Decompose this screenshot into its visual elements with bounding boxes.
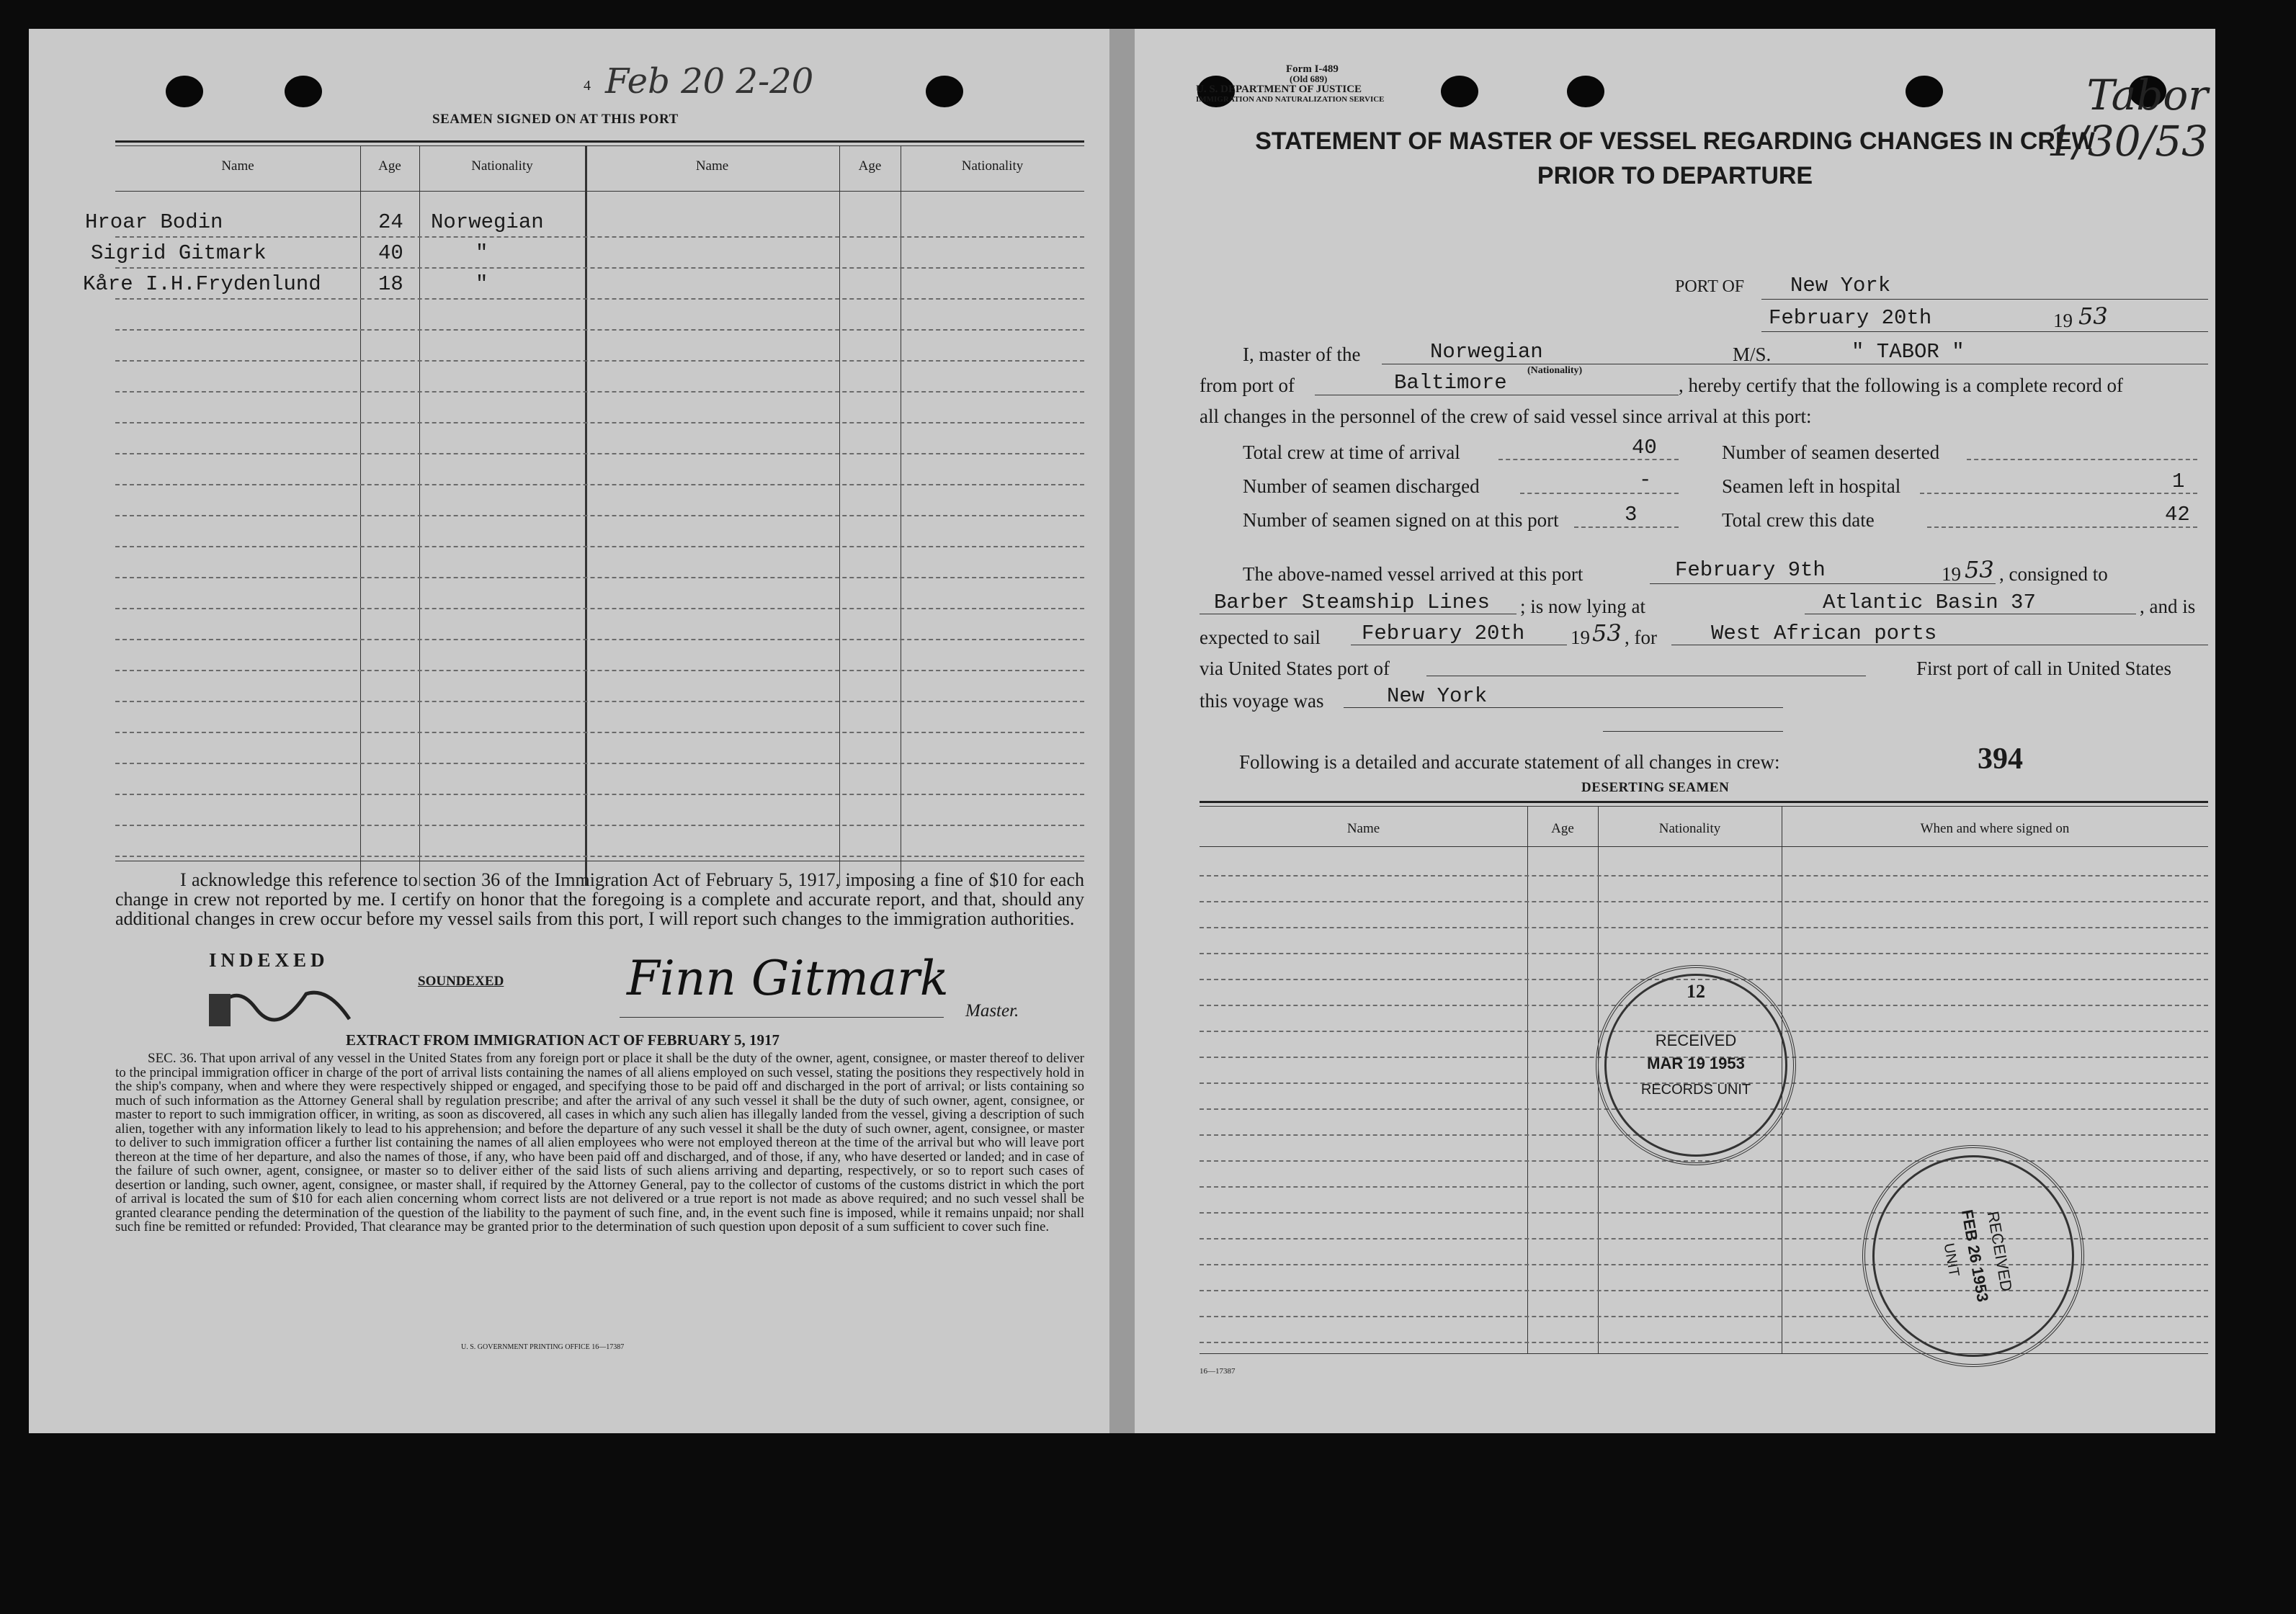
section-title: SEAMEN SIGNED ON AT THIS PORT xyxy=(432,112,679,127)
row-rule xyxy=(115,453,1084,454)
first-port-value: New York xyxy=(1387,684,1488,708)
seaman-name: Kåre I.H.Frydenlund xyxy=(83,272,321,296)
row-rule xyxy=(115,577,1084,578)
right-page xyxy=(1135,29,2215,1433)
stat-value: - xyxy=(1639,468,1652,492)
row-rule xyxy=(1200,927,2208,928)
row-rule xyxy=(1200,901,2208,902)
handwritten-corner-note: Tabor 1/30/53 xyxy=(2047,71,2208,166)
page-gutter xyxy=(1109,29,1135,1433)
indexed-stamp: INDEXED xyxy=(209,949,329,971)
acknowledgement-text: I acknowledge this reference to section 36 of the Immigration Act of February 5, 1917, imposing a fine of $10 for each change in crew not reported by me. I certify on honor that the foregoing is a complete and accurate report, and that, should any additional changes in crew occur before my vessel sails from this port, I will report such changes to the immigration authorities. xyxy=(115,869,1084,929)
signature-line xyxy=(620,1017,944,1018)
row-rule xyxy=(115,422,1084,423)
arrived-year: 53 xyxy=(1965,556,1994,583)
row-rule xyxy=(115,670,1084,671)
stat-label: Number of seamen deserted xyxy=(1722,441,1940,463)
col-nationality-2: Nationality xyxy=(961,158,1024,174)
column-divider xyxy=(1527,806,1528,1353)
consignee: Barber Steamship Lines xyxy=(1214,591,1490,614)
dot-leader xyxy=(1967,459,2197,460)
col-age-2: Age xyxy=(858,158,882,174)
col-age: Age xyxy=(378,158,401,174)
row-rule xyxy=(115,267,1084,269)
destination: West African ports xyxy=(1711,622,1937,645)
col-nationality: Nationality xyxy=(471,158,533,174)
dot-leader xyxy=(1574,526,1679,528)
punch-hole xyxy=(1906,76,1943,107)
ship-prefix: M/S. xyxy=(1733,344,1772,365)
stat-label: Seamen left in hospital xyxy=(1722,475,1901,497)
expected-label: expected to sail xyxy=(1200,627,1321,648)
punch-hole xyxy=(1567,76,1604,107)
row-rule xyxy=(115,546,1084,547)
section-36-text: SEC. 36. That upon arrival of any vessel in the United States from any foreign port or place it shall be the duty of the owner, agent, consignee, or master thereof to deliver to the principal immigration officer in charge of the port of arrival lists containing the names of all aliens employed on such vessel, stating the positions they respectively hold in the ship's company, when and where they were respectively shipped or engaged, and specifying those to be paid off and discharged in the port of arrival; or lists containing so much of such information as the Attorney General shall by regulation prescribe; and after the arrival of any such vessel it shall be the duty of such owner, agent, consignee, or master to report to such immigration officer, in writing, as soon as discovered, all cases in which any such alien has illegally landed from the vessel, giving a description of such alien, together with any information likely to lead to his apprehension; and before the departure of any such vessel it shall be the duty of such owner, agent, consignee, or master to deliver to such immigration officer a further list containing the names of all alien employees who were not employed thereon at the time of the arrival but who will leave port thereon at the time of her departure, and also the names of those, if any, who have been paid off and discharged, and of those, if any, who have deserted or landed; and in case of the failure of such owner, agent, consignee, or master so to deliver either of the said lists of such aliens arriving and departing, respectively, or so to report such cases of desertion or landing, such owner, agent, consignee, or master shall, if required by the Attorney General, pay to the collector of customs of the customs district in which the port of arrival is located the sum of $10 for each alien concerning whom correct lists are not delivered or a true report is not made as above required; and no such vessel shall be granted clearance pending the determination of the question of the liability to the payment of such fine, and, in the event such fine is imposed, while it remains unpaid; nor shall such fine be remitted or refunded: Provided, That clearance may be granted prior to the determination of such question upon deposit of a sum sufficient to cover such fine. xyxy=(115,1051,1084,1234)
form-old: (Old 689) xyxy=(1290,73,1328,84)
stamp-received: RECEIVED xyxy=(1655,1031,1737,1049)
row-rule xyxy=(115,732,1084,733)
row-rule xyxy=(115,856,1084,857)
row-rule xyxy=(115,701,1084,702)
received-stamp-2 xyxy=(1845,1128,2102,1385)
page-number: 4 xyxy=(584,78,591,94)
stamp2-received: RECEIVED xyxy=(1983,1209,2016,1294)
col-nationality: Nationality xyxy=(1658,821,1721,836)
arrived-date: February 9th xyxy=(1675,558,1826,582)
dot-leader xyxy=(1520,493,1679,494)
extract-title: EXTRACT FROM IMMIGRATION ACT OF FEBRUARY 5, 1917 xyxy=(346,1031,780,1049)
first-port-label: First port of call in United States xyxy=(1916,658,2171,679)
table-top-rule xyxy=(115,145,1084,146)
col-name: Name xyxy=(1346,821,1380,836)
printing-office: U. S. GOVERNMENT PRINTING OFFICE 16—17387 xyxy=(461,1343,625,1351)
col-name-2: Name xyxy=(695,158,729,174)
table-top-rule xyxy=(1200,806,2208,807)
seaman-nationality: " xyxy=(475,241,488,265)
form-title: STATEMENT OF MASTER OF VESSEL REGARDING CHANGES IN CREW xyxy=(1255,127,2095,155)
sail-date: February 20th xyxy=(1362,622,1525,645)
stat-value: 3 xyxy=(1625,503,1638,526)
stat-label: Number of seamen signed on at this port xyxy=(1243,509,1559,531)
dot-leader xyxy=(1927,526,2197,528)
seaman-nationality: " xyxy=(475,272,488,296)
seaman-name: Sigrid Gitmark xyxy=(91,241,267,265)
stat-label: Total crew at time of arrival xyxy=(1243,441,1460,463)
stat-value: 40 xyxy=(1632,436,1657,459)
department: U. S. DEPARTMENT OF JUSTICE xyxy=(1196,84,1362,95)
rule xyxy=(1650,583,1996,584)
row-rule xyxy=(115,515,1084,516)
year-prefix: 19 xyxy=(2053,310,2073,331)
seaman-nationality: Norwegian xyxy=(431,210,544,234)
arrived-label: The above-named vessel arrived at this port xyxy=(1243,563,1583,585)
table-top-rule xyxy=(1200,801,2208,803)
col-when-where: When and where signed on xyxy=(1920,821,2070,836)
master-label: Master. xyxy=(965,1001,1019,1021)
stamp-number: 12 xyxy=(1687,981,1705,1002)
seaman-name: Hroar Bodin xyxy=(85,210,223,234)
rule xyxy=(1344,707,1783,708)
punch-hole xyxy=(926,76,963,107)
ship-name: " TABOR " xyxy=(1851,340,1965,364)
scribble-mark xyxy=(205,965,385,1030)
row-rule xyxy=(115,825,1084,826)
nationality-caption: (Nationality) xyxy=(1527,365,1583,376)
handwritten-mark: Feb 20 2-20 xyxy=(605,61,814,102)
lying-label: ; is now lying at xyxy=(1520,596,1645,617)
changes-text: all changes in the personnel of the crew of said vessel since arrival at this port: xyxy=(1200,405,1812,427)
lying-at: Atlantic Basin 37 xyxy=(1823,591,2036,614)
seaman-age: 24 xyxy=(378,210,403,234)
via-label: via United States port of xyxy=(1200,658,1390,679)
form-number: Form I-489 xyxy=(1286,63,1339,75)
certify-text: , hereby certify that the following is a complete record of xyxy=(1679,375,2124,396)
rule xyxy=(1603,731,1783,732)
year-value: 53 xyxy=(2078,302,2108,330)
voyage-label: this voyage was xyxy=(1200,690,1324,712)
stat-value: 42 xyxy=(2165,503,2190,526)
record-number: 394 xyxy=(1978,743,2023,776)
col-age: Age xyxy=(1551,821,1574,836)
punch-hole xyxy=(285,76,322,107)
consigned-label: , consigned to xyxy=(1999,563,2108,585)
seaman-age: 40 xyxy=(378,241,403,265)
nationality-value: Norwegian xyxy=(1430,340,1543,364)
row-rule xyxy=(115,794,1084,795)
stamp2-date: FEB 26 1953 xyxy=(1957,1208,1993,1304)
row-rule xyxy=(115,484,1084,485)
col-name: Name xyxy=(221,158,254,174)
stamp2-unit: UNIT xyxy=(1940,1242,1962,1278)
left-page xyxy=(29,29,1109,1433)
received-stamp xyxy=(1596,965,1796,1165)
row-rule xyxy=(115,639,1084,640)
punch-hole xyxy=(166,76,203,107)
form-title-2: PRIOR TO DEPARTURE xyxy=(1537,162,1813,189)
row-rule xyxy=(115,236,1084,238)
row-rule xyxy=(115,763,1084,764)
master-signature: Finn Gitmark xyxy=(627,951,949,1006)
seaman-age: 18 xyxy=(378,272,403,296)
punch-hole xyxy=(1441,76,1478,107)
date-value: February 20th xyxy=(1769,306,1932,330)
table-bottom-rule xyxy=(1200,1353,2208,1354)
form-footer: 16—17387 xyxy=(1200,1367,1236,1376)
row-rule xyxy=(1200,953,2208,954)
following-label: Following is a detailed and accurate statement of all changes in crew: xyxy=(1239,751,1780,773)
service: IMMIGRATION AND NATURALIZATION SERVICE xyxy=(1196,95,1385,104)
row-rule xyxy=(115,329,1084,331)
sail-year: 53 xyxy=(1592,619,1622,647)
stat-label: Total crew this date xyxy=(1722,509,1875,531)
and-is: , and is xyxy=(2140,596,2196,617)
year-prefix: 19 xyxy=(1942,563,1961,585)
table-top-rule xyxy=(115,140,1084,143)
year-prefix: 19 xyxy=(1571,627,1590,648)
stamp-date: MAR 19 1953 xyxy=(1647,1054,1745,1072)
from-port-label: from port of xyxy=(1200,375,1295,396)
from-port-value: Baltimore xyxy=(1394,371,1507,395)
dot-leader xyxy=(1920,493,2197,494)
rule xyxy=(1761,331,2208,332)
table-header-rule xyxy=(115,191,1084,192)
row-rule xyxy=(115,360,1084,362)
soundexed-stamp: SOUNDEXED xyxy=(418,974,504,989)
master-of-label: I, master of the xyxy=(1243,344,1361,365)
deserting-title: DESERTING SEAMEN xyxy=(1581,780,1730,795)
row-rule xyxy=(1200,875,2208,877)
stat-label: Number of seamen discharged xyxy=(1243,475,1480,497)
port-value: New York xyxy=(1790,274,1891,297)
stat-value: 1 xyxy=(2172,470,2185,493)
port-label: PORT OF xyxy=(1675,277,1745,296)
rule xyxy=(1761,299,2208,300)
stamp-unit: RECORDS UNIT xyxy=(1640,1082,1751,1098)
for-label: , for xyxy=(1625,627,1657,648)
row-rule xyxy=(115,608,1084,609)
row-rule xyxy=(115,391,1084,393)
row-rule xyxy=(115,298,1084,300)
row-rule xyxy=(1200,1342,2208,1343)
table-header-rule xyxy=(1200,846,2208,847)
